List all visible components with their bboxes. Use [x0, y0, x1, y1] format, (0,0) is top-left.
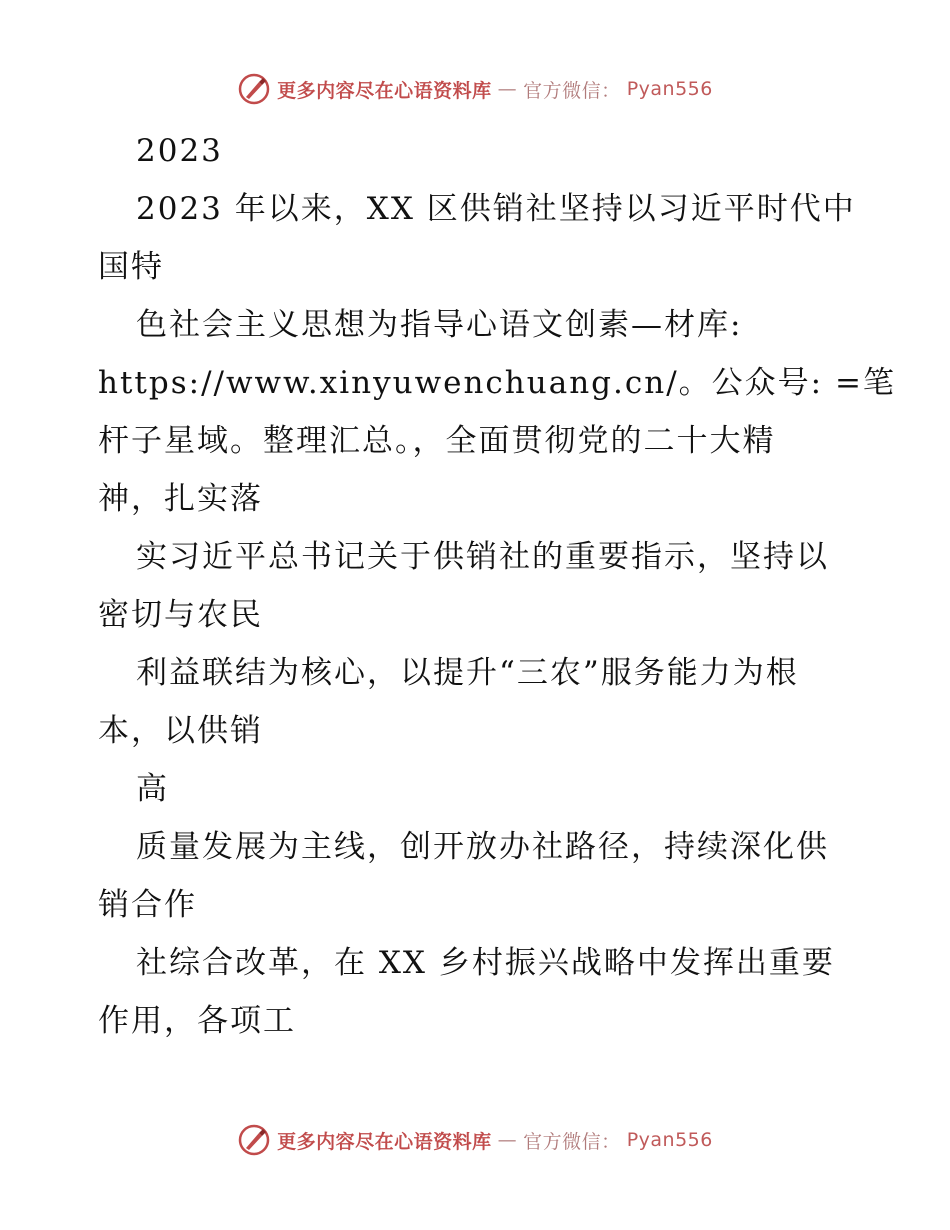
watermark-wechat-id: Pyan556: [626, 78, 713, 100]
watermark-subtitle: 官方微信：: [523, 1130, 621, 1153]
pen-logo-icon: [237, 72, 271, 106]
text-line: 2023 年以来，XX 区供销社坚持以习近平时代中: [136, 191, 856, 227]
text-line: 高: [136, 771, 169, 807]
text-line: 社综合改革，在 XX 乡村振兴战略中发挥出重要: [136, 945, 835, 981]
text-line: 本，以供销: [98, 713, 263, 749]
watermark-title: 更多内容尽在心语资料库: [277, 79, 492, 102]
text-line: 2023: [136, 133, 223, 169]
text-line: 销合作: [98, 887, 197, 923]
text-line: 密切与农民: [98, 597, 263, 633]
watermark-wechat-id: Pyan556: [626, 1129, 713, 1151]
text-line: 利益联结为核心，以提升“三农”服务能力为根: [136, 655, 799, 691]
watermark-dash: —: [497, 78, 518, 100]
watermark-title: 更多内容尽在心语资料库: [277, 1130, 492, 1153]
footer-watermark: [0, 1123, 950, 1157]
text-line: 杆子星域。整理汇总。，全面贯彻党的二十大精: [98, 423, 776, 459]
text-line: 质量发展为主线，创开放办社路径，持续深化供: [136, 829, 829, 865]
header-watermark: [0, 72, 950, 106]
text-line: 作用，各项工: [98, 1003, 296, 1039]
text-line: 实习近平总书记关于供销社的重要指示，坚持以: [136, 539, 829, 575]
text-line: https://www.xinyuwenchuang.cn/。公众号: =笔: [98, 365, 896, 401]
text-line: 神，扎实落: [98, 481, 263, 517]
watermark-subtitle: 官方微信：: [523, 79, 621, 102]
document-body: [98, 122, 896, 1050]
pen-logo-icon: [237, 1123, 271, 1157]
text-line: 国特: [98, 249, 164, 285]
watermark-dash: —: [497, 1129, 518, 1151]
text-line: 色社会主义思想为指导心语文创素—材库:: [136, 307, 743, 343]
